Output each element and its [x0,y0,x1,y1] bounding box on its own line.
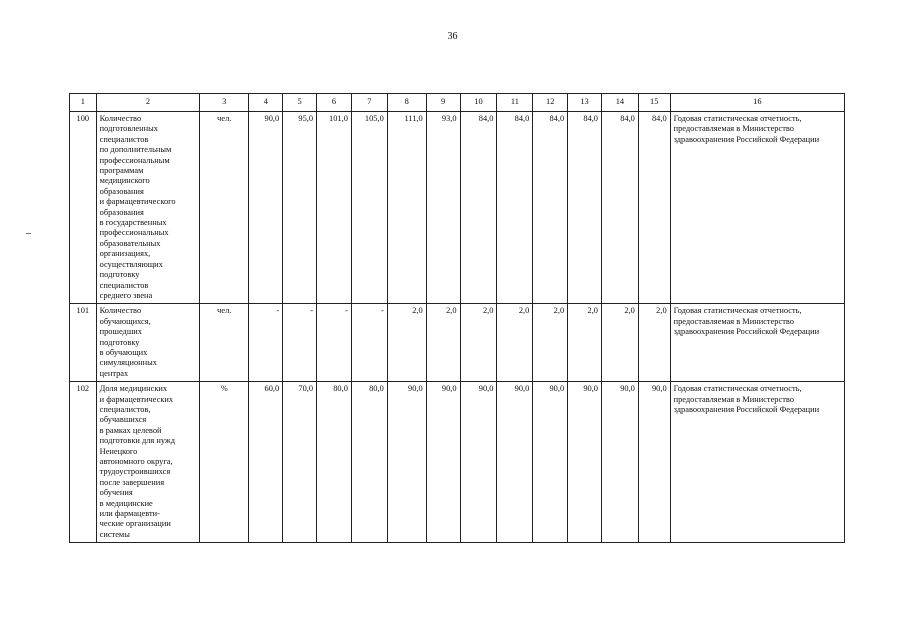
value-cell: 70,0 [283,382,317,543]
value-cell: 95,0 [283,112,317,304]
value-cell: 101,0 [317,112,352,304]
column-header: 4 [249,94,283,112]
row-number: 100 [70,112,97,304]
column-header: 14 [601,94,638,112]
value-cell: 90,0 [601,382,638,543]
value-cell: 2,0 [497,304,533,382]
value-cell: - [283,304,317,382]
header-row [70,94,845,112]
value-cell: 80,0 [351,382,387,543]
column-header: 15 [638,94,670,112]
value-cell: 90,0 [426,382,460,543]
indicator-name: Доля медицинских и фармацевтических специалистов, обучавшихся в рамках целевой подготовки для нужд Ненецкого автономного округа, трудоустроившихся после завершения обучения в медицинские или фармацевти- ческие организации системы [96,382,200,543]
statistics-table [69,93,845,543]
margin-mark [26,233,31,234]
column-header: 16 [670,94,844,112]
value-cell: 111,0 [387,112,426,304]
column-header: 13 [568,94,602,112]
value-cell: 80,0 [317,382,352,543]
value-cell: 105,0 [351,112,387,304]
table-row [70,112,845,304]
value-cell: - [317,304,352,382]
column-header: 2 [96,94,200,112]
column-header: 9 [426,94,460,112]
value-cell: 84,0 [638,112,670,304]
value-cell: 90,0 [638,382,670,543]
table-header [70,94,845,112]
value-cell: - [249,304,283,382]
value-cell: 90,0 [387,382,426,543]
value-cell: 2,0 [638,304,670,382]
column-header: 10 [460,94,497,112]
indicator-name: Количество обучающихся, прошедших подготовку в обучающих симуляционных центрах [96,304,200,382]
value-cell: - [351,304,387,382]
value-cell: 90,0 [497,382,533,543]
value-cell: 93,0 [426,112,460,304]
column-header: 12 [533,94,568,112]
value-cell: 84,0 [460,112,497,304]
row-number: 101 [70,304,97,382]
value-cell: 2,0 [387,304,426,382]
row-number: 102 [70,382,97,543]
value-cell: 2,0 [568,304,602,382]
column-header: 5 [283,94,317,112]
table-row [70,304,845,382]
table-body [70,112,845,543]
value-cell: 90,0 [249,112,283,304]
value-cell: 84,0 [497,112,533,304]
data-source: Годовая статистическая отчетность, предоставляемая в Министерство здравоохранения Российской Федерации [670,304,844,382]
value-cell: 84,0 [568,112,602,304]
column-header: 7 [351,94,387,112]
column-header: 3 [200,94,249,112]
unit-of-measure: чел. [200,304,249,382]
unit-of-measure: чел. [200,112,249,304]
value-cell: 90,0 [460,382,497,543]
column-header: 1 [70,94,97,112]
data-source: Годовая статистическая отчетность, предоставляемая в Министерство здравоохранения Российской Федерации [670,382,844,543]
data-source: Годовая статистическая отчетность, предоставляемая в Министерство здравоохранения Российской Федерации [670,112,844,304]
value-cell: 84,0 [601,112,638,304]
indicator-name: Количество подготовленных специалистов по дополнительным профессиональным программам медицинского образования и фармацевтического образования в государственных профессиональных образовательных организациях, осуществляющих подготовку специалистов среднего звена [96,112,200,304]
column-header: 6 [317,94,352,112]
unit-of-measure: % [200,382,249,543]
value-cell: 2,0 [601,304,638,382]
value-cell: 2,0 [460,304,497,382]
table-row [70,382,845,543]
value-cell: 90,0 [568,382,602,543]
value-cell: 2,0 [426,304,460,382]
value-cell: 60,0 [249,382,283,543]
column-header: 8 [387,94,426,112]
column-header: 11 [497,94,533,112]
value-cell: 90,0 [533,382,568,543]
page-number: 36 [447,31,458,42]
value-cell: 84,0 [533,112,568,304]
value-cell: 2,0 [533,304,568,382]
